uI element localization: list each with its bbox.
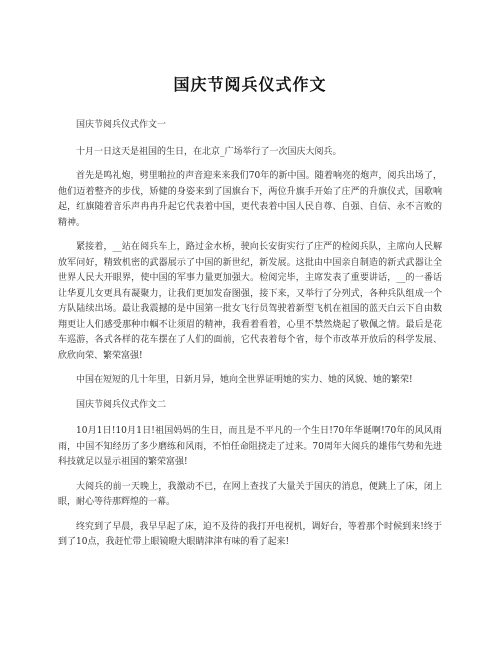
paragraph: 十月一日这天是祖国的生日，在北京_广场举行了一次国庆大阅兵。 <box>76 146 342 157</box>
paragraph: 首先是鸣礼炮，劈里啪拉的声音迎来来我们70年的新中国。随着响亮的炮声，阅兵出场了，他们迈着整齐的步伐，矫健的身姿来到了国旗台下，两位升旗手开始了庄严的升旗仪式，国歌响起，红旗随着音乐声冉冉升起它代表着中国，更代表着中国人民自尊、自强、自信、永不言败的精神。 <box>58 171 442 228</box>
paragraph: 中国在短短的几十年里，日新月异，她向全世界证明她的实力、她的风貌、她的繁荣! <box>76 375 413 385</box>
paragraph: 10月1日!10月1日!祖国妈妈的生日，而且是不平凡的一个生日!70年华诞啊!70年的风风雨雨，中国不知经历了多少磨练和风雨，不怕任命阻挠走了过来。70周年大阅兵的雄伟气势和先进科技就足以显示祖国的繁荣富强! <box>58 426 442 467</box>
document-title: 国庆节阅兵仪式作文 <box>173 75 327 94</box>
section-heading-1: 国庆节阅兵仪式作文一 <box>76 120 167 130</box>
paragraph: 大阅兵的前一天晚上，我激动不已，在网上查找了大量关于国庆的消息，便跳上了床，闭上眼，耐心等待那辉煌的一幕。 <box>58 481 442 507</box>
paragraph: 终究到了早晨，我早早起了床，迫不及待的我打开电视机，调好台，等着那个时候到来!终于到了10点，我赶忙带上眼镜瞪大眼睛津津有味的看了起来! <box>58 521 442 547</box>
paragraph: 紧接着，__站在阅兵车上，路过金水桥，驶向长安街实行了庄严的检阅兵队，主席向人民解放军问好，精致机密的武器展示了中国的新世纪，新发展。这批由中国亲自制造的新式武器让全世界人民大开眼界，使中国的军事力量更加强大。检阅完毕，主席发表了重要讲话，__的一番话让华夏儿女更具有凝聚力，让我们更加发奋图强，接下来，又举行了分列式，各种兵队组成一个方队陆续出场。最让我震撼的是中国第一批女飞行员驾驶着新型飞机在祖国的蓝天白云下自由数翔更让人们感受那种巾帼不让须眉的精神，我看着看着，心里不禁然烧起了敬佩之情。最后是花车巡游，各式各样的花车摆在了人们的面前，它代表着每个省，每个市改革开放后的科学发展、欣欣向荣、繁荣富强! <box>58 242 442 361</box>
section-heading-2: 国庆节阅兵仪式作文二 <box>76 399 167 410</box>
